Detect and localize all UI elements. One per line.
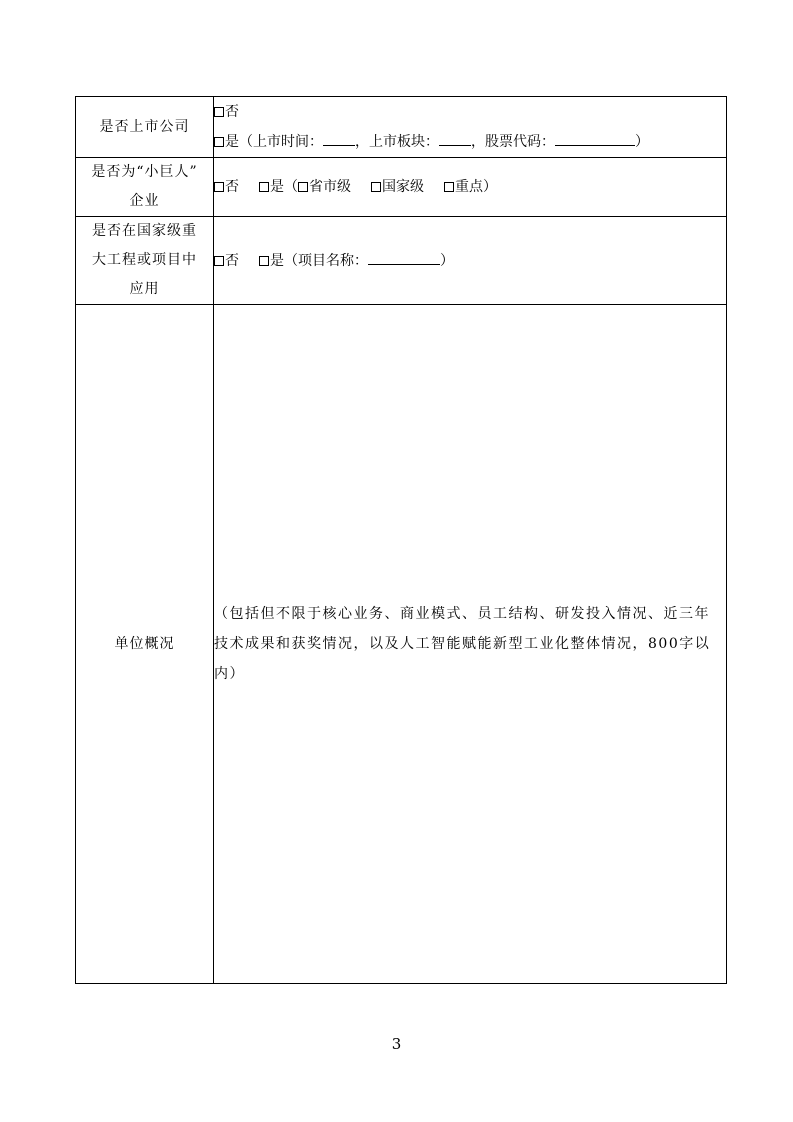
checkbox-yes-listed[interactable] xyxy=(214,137,224,147)
value-little-giant xyxy=(214,158,727,217)
page-number: 3 xyxy=(391,1035,402,1053)
option-yes-label: 是（上市时间： xyxy=(225,134,323,150)
value-listed xyxy=(214,97,727,158)
row-little-giant xyxy=(76,158,727,217)
label-national-project xyxy=(76,217,214,305)
option-no-label: 否 xyxy=(225,179,239,195)
checkbox-no-giant[interactable] xyxy=(214,182,224,192)
checkbox-no-project[interactable] xyxy=(214,256,224,266)
checkbox-key[interactable] xyxy=(444,182,454,192)
label-line-2: 企业 xyxy=(129,193,160,209)
label-little-giant xyxy=(76,158,214,217)
stock-code-label: ，股票代码： xyxy=(471,134,555,150)
option-yes-label: 是（项目名称： xyxy=(270,252,368,269)
options-line xyxy=(214,172,726,202)
options-line xyxy=(214,246,726,276)
checkbox-no-listed[interactable] xyxy=(214,107,224,117)
label-line-1: 是否为“小巨人” xyxy=(91,164,198,180)
checkbox-yes-giant[interactable] xyxy=(259,182,269,192)
company-info-table xyxy=(75,96,727,984)
close-paren: ） xyxy=(440,252,454,269)
option-national-label: 国家级 xyxy=(382,179,424,195)
overview-textarea[interactable] xyxy=(214,305,727,984)
value-national-project xyxy=(214,217,727,305)
label-line-2: 大工程或项目中 xyxy=(92,252,197,268)
label-line-1: 是否在国家级重 xyxy=(92,223,197,239)
listing-board-field[interactable] xyxy=(439,131,471,146)
option-no-label: 否 xyxy=(225,252,239,269)
overview-hint: （包括但不限于核心业务、商业模式、员工结构、研发投入情况、近三年技术成果和获奖情况，以及人工智能赋能新型工业化整体情况，800字以内） xyxy=(214,606,711,682)
row-listed xyxy=(76,97,727,158)
label-line-3: 应用 xyxy=(129,281,160,297)
checkbox-provincial[interactable] xyxy=(298,182,308,192)
option-line-no xyxy=(214,97,726,127)
project-name-field[interactable] xyxy=(368,250,440,265)
close-paren: ） xyxy=(635,134,649,150)
option-provincial-label: 省市级 xyxy=(309,179,351,195)
listing-board-label: ，上市板块： xyxy=(355,134,439,150)
listing-time-field[interactable] xyxy=(323,131,355,146)
label-overview: 单位概况 xyxy=(76,305,214,984)
checkbox-yes-project[interactable] xyxy=(259,256,269,266)
option-yes-label: 是（ xyxy=(270,179,298,195)
label-listed: 是否上市公司 xyxy=(76,97,214,158)
row-overview xyxy=(76,305,727,984)
row-national-project xyxy=(76,217,727,305)
option-key-label: 重点） xyxy=(455,179,497,195)
option-line-yes xyxy=(214,127,726,157)
stock-code-field[interactable] xyxy=(555,131,635,146)
option-no-label: 否 xyxy=(225,104,239,120)
checkbox-national[interactable] xyxy=(371,182,381,192)
